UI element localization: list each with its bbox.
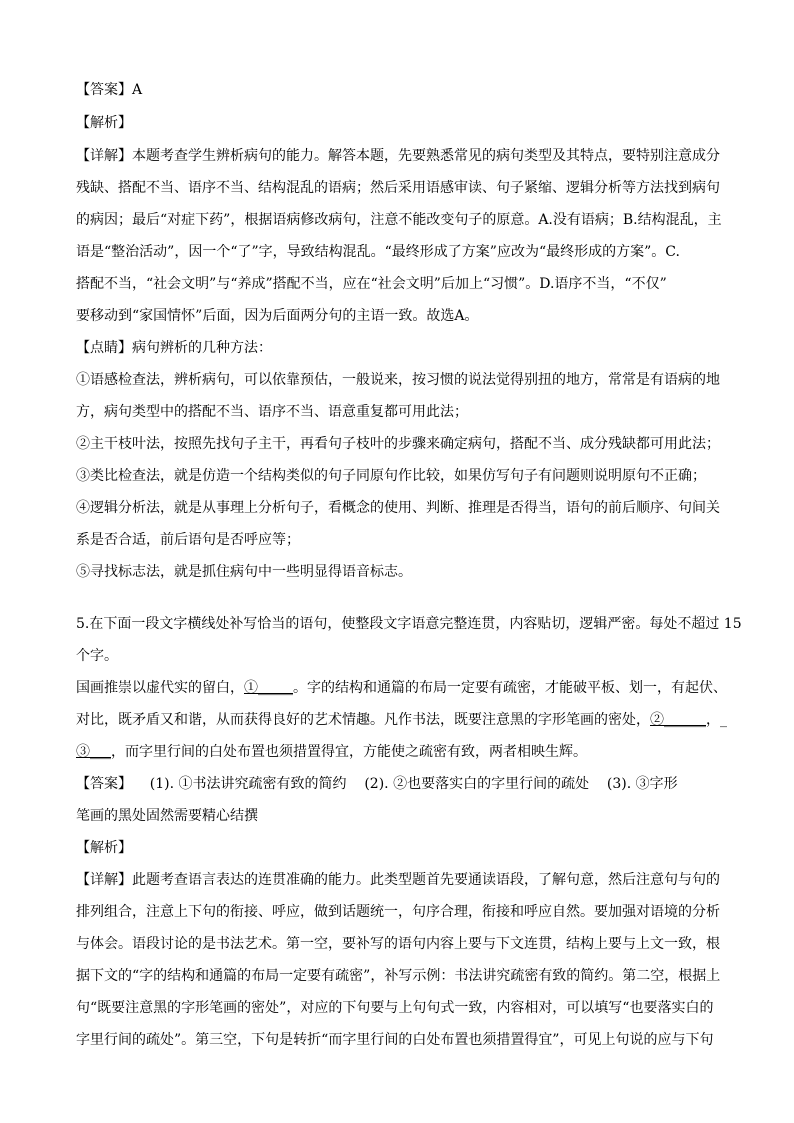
q4-analysis-heading: 【解析】	[76, 115, 132, 131]
q5-question-line: 个字。	[76, 648, 118, 664]
q4-tip-line: ④逻辑分析法，就是从事理上分析句子，看概念的使用、判断、推理是否得当，语句的前后顺序、句间关	[76, 500, 720, 516]
q4-detail-line: 语是“整治活动”，因一个“了”字，导致结构混乱。“最终形成了方案”应改为“最终形成的方案”。C.	[76, 244, 680, 260]
q5-detail-line: 字里行间的疏处”。第三空，下句是转折“而字里行间的白处布置也须措置得宜”，可见上句说的应与下句	[76, 1032, 714, 1048]
q4-detail-line: 要移动到“家国情怀”后面，因为后面两分句的主语一致。故选A。	[76, 308, 479, 324]
q5-passage-text: 对比，既矛盾又和谐，从而获得良好的艺术情趣。凡作书法，既要注意黑的字形笔画的密处，	[76, 712, 650, 728]
q5-question-line: 5.在下面一段文字横线处补写恰当的语句，使整段文字语意完整连贯，内容贴切，逻辑严密。每处不超过 15	[76, 616, 742, 632]
q4-tip-line: ⑤寻找标志法，就是抓住病句中一些明显得语音标志。	[76, 564, 412, 580]
q5-passage-line	[76, 678, 726, 698]
q5-passage-text: ，_	[706, 712, 727, 728]
q4-detail-line: 搭配不当，“社会文明”与“养成”搭配不当，应在“社会文明”后加上“习惯”。D.语序不当，“不仅”	[76, 276, 667, 292]
q4-detail-line: 的病因；最后“对症下药”，根据语病修改病句，注意不能改变句子的原意。A.没有语病；B.结构混乱，主	[76, 212, 722, 228]
q5-answer-line: 笔画的黑处固然需要精心结撰	[76, 808, 258, 824]
q5-passage-text: 。字的结构和通篇的布局一定要有疏密，才能破平板、划一，有起伏、	[293, 680, 727, 696]
q5-blank-1: ①_____	[244, 680, 293, 696]
q4-tip-heading: 【点睛】病句辨析的几种方法：	[76, 340, 272, 356]
q5-blank-3: ③___	[76, 744, 111, 760]
q5-analysis-heading: 【解析】	[76, 840, 132, 856]
q4-detail-line: 残缺、搭配不当、语序不当、结构混乱的语病；然后采用语感审读、句子紧缩、逻辑分析等方法找到病句	[76, 180, 720, 196]
q4-tip-line: ②主干枝叶法，按照先找句子主干，再看句子枝叶的步骤来确定病句，搭配不当、成分残缺都可用此法；	[76, 436, 720, 452]
q5-answer-line: 【答案】 (1). ①书法讲究疏密有致的简约 (2). ②也要落实白的字里行间的疏处 (3). ③字形	[76, 776, 678, 792]
q5-passage-line	[76, 710, 726, 730]
q5-detail-line: 与体会。语段讨论的是书法艺术。第一空，要补写的语句内容上要与下文连贯，结构上要与上文一致，根	[76, 936, 720, 952]
q4-answer: 【答案】A	[76, 82, 143, 98]
q4-tip-line: 系是否合适，前后语句是否呼应等；	[76, 532, 300, 548]
q5-detail-line: 排列组合，注意上下句的衔接、呼应，做到话题统一，句序合理，衔接和呼应自然。要加强对语境的分析	[76, 904, 720, 920]
q4-tip-line: 方，病句类型中的搭配不当、语序不当、语意重复都可用此法；	[76, 404, 468, 420]
q4-tip-line: ③类比检查法，就是仿造一个结构类似的句子同原句作比较，如果仿写句子有问题则说明原句不正确；	[76, 468, 706, 484]
q5-passage-text: 国画推崇以虚代实的留白，	[76, 680, 244, 696]
q5-blank-2: ②______	[650, 712, 706, 728]
q5-passage-line	[76, 742, 726, 762]
q5-passage-text: ，而字里行间的白处布置也须措置得宜，方能使之疏密有致，两者相映生辉。	[111, 744, 587, 760]
q5-detail-line: 句“既要注意黑的字形笔画的密处”，对应的下句要与上句句式一致，内容相对，可以填写“也要落实白的	[76, 1000, 714, 1016]
q5-detail-line: 据下文的“字的结构和通篇的布局一定要有疏密”，补写示例：书法讲究疏密有致的简约。第二空，根据上	[76, 968, 721, 984]
q4-detail-line: 【详解】本题考查学生辨析病句的能力。解答本题，先要熟悉常见的病句类型及其特点，要特别注意成分	[76, 148, 720, 164]
q4-tip-line: ①语感检查法，辨析病句，可以依靠预估，一般说来，按习惯的说法觉得别扭的地方，常常是有语病的地	[76, 372, 720, 388]
q5-detail-line: 【详解】此题考查语言表达的连贯准确的能力。此类型题首先要通读语段，了解句意，然后注意句与句的	[76, 872, 720, 888]
